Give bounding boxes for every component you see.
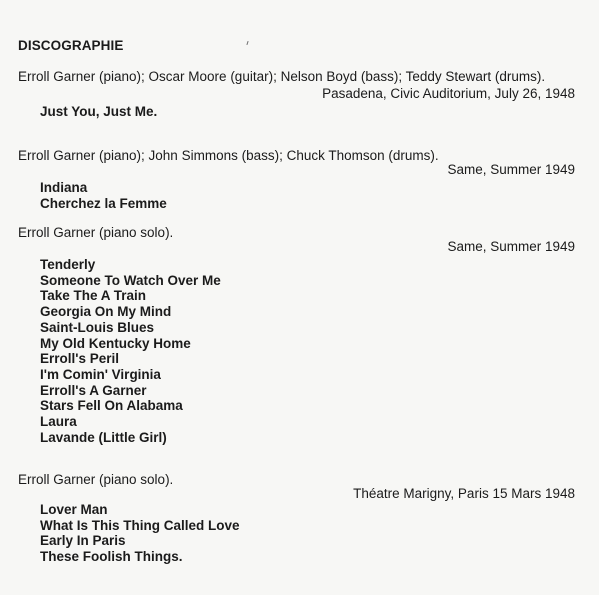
track-item: Someone To Watch Over Me: [40, 272, 221, 288]
track-item: These Foolish Things.: [40, 549, 183, 565]
session-3-personnel: Erroll Garner (piano solo).: [18, 225, 174, 240]
track-item: What Is This Thing Called Love: [40, 517, 240, 533]
track-item: Cherchez la Femme: [40, 195, 167, 211]
track-item: I'm Comin' Virginia: [40, 366, 161, 382]
session-4-place: Théatre Marigny, Paris 15 Mars 1948: [353, 486, 575, 501]
track-item: Erroll's A Garner: [40, 382, 147, 398]
print-mark: [246, 41, 248, 45]
track-item: Indiana: [40, 180, 88, 195]
session-4-tracks: [40, 502, 240, 565]
session-1-personnel: Erroll Garner (piano); Oscar Moore (guitar); Nelson Boyd (bass); Teddy Stewart (drums).: [18, 69, 546, 84]
track-item: Lavande (Little Girl): [40, 429, 167, 445]
page-title: DISCOGRAPHIE: [18, 38, 124, 53]
track-item: Georgia On My Mind: [40, 304, 172, 320]
session-2-personnel: Erroll Garner (piano); John Simmons (bass); Chuck Thomson (drums).: [18, 148, 439, 163]
track-item: My Old Kentucky Home: [40, 335, 191, 351]
track-item: Tenderly: [40, 257, 96, 272]
session-2-tracks: [40, 180, 167, 211]
track-item: Laura: [40, 414, 77, 430]
track-item: Just You, Just Me.: [40, 104, 158, 119]
track-item: Saint-Louis Blues: [40, 319, 155, 335]
track-item: Lover Man: [40, 502, 108, 517]
session-1-place: Pasadena, Civic Auditorium, July 26, 1948: [322, 86, 575, 101]
session-2-place: Same, Summer 1949: [447, 162, 575, 177]
session-1-tracks: [40, 104, 157, 120]
track-item: Take The A Train: [40, 288, 147, 304]
session-3-place: Same, Summer 1949: [447, 239, 575, 254]
track-item: Erroll's Peril: [40, 351, 119, 367]
session-4-personnel: Erroll Garner (piano solo).: [18, 472, 174, 487]
session-3-tracks: [40, 257, 221, 445]
track-item: Early In Paris: [40, 533, 126, 549]
track-item: Stars Fell On Alabama: [40, 398, 183, 414]
